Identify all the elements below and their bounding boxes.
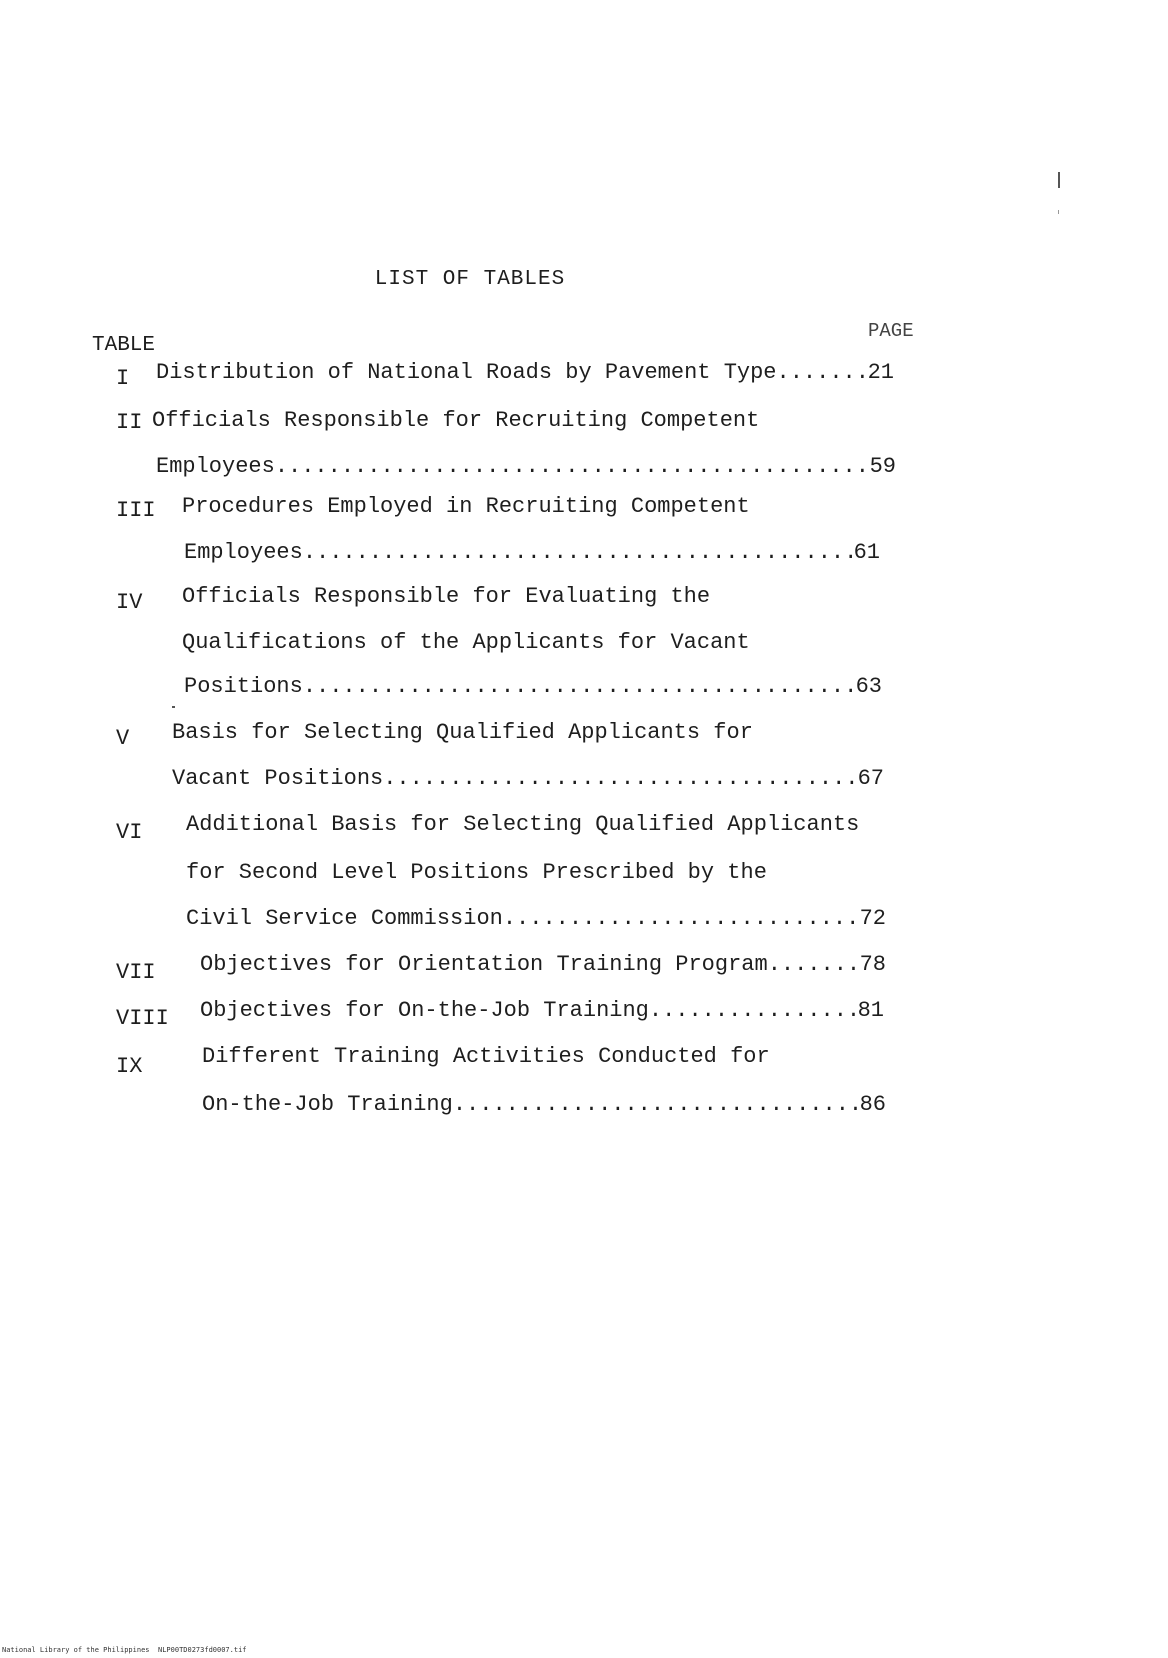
page-title: LIST OF TABLES xyxy=(374,268,566,291)
table-number: III xyxy=(116,498,156,523)
table-caption-line: for Second Level Positions Prescribed by the xyxy=(186,860,767,885)
column-header-page: PAGE xyxy=(868,320,914,342)
dot-leader xyxy=(503,908,860,930)
dot-leader xyxy=(275,456,870,478)
dot-leader xyxy=(453,1094,860,1116)
toc-line xyxy=(184,676,882,698)
toc-line xyxy=(184,542,880,564)
dot-leader xyxy=(777,362,868,384)
table-number: V xyxy=(116,726,130,751)
page-number: 81 xyxy=(857,998,884,1023)
table-number: VII xyxy=(116,960,156,985)
table-caption-line: Basis for Selecting Qualified Applicants for xyxy=(172,720,753,745)
page-number: 72 xyxy=(859,906,886,931)
table-number: VI xyxy=(116,820,143,845)
table-number: VIII xyxy=(116,1006,169,1031)
table-number: IX xyxy=(116,1054,143,1079)
toc-line xyxy=(200,954,886,976)
table-caption-line: Qualifications of the Applicants for Vacant xyxy=(182,630,750,655)
scan-mark xyxy=(172,706,175,708)
scan-mark xyxy=(1058,172,1060,188)
toc-line xyxy=(202,1094,886,1116)
table-caption: On-the-Job Training xyxy=(202,1092,453,1117)
table-caption-line: Officials Responsible for Evaluating the xyxy=(182,584,711,609)
page-number: 67 xyxy=(857,766,884,791)
table-caption: Objectives for On-the-Job Training xyxy=(200,998,649,1023)
toc-line xyxy=(172,768,884,790)
dot-leader xyxy=(303,676,856,698)
page-number: 63 xyxy=(855,674,882,699)
dot-leader xyxy=(383,768,857,790)
dot-leader xyxy=(649,1000,858,1022)
table-caption: Civil Service Commission xyxy=(186,906,503,931)
toc-line xyxy=(200,1000,884,1022)
scan-mark xyxy=(1058,210,1059,214)
column-header-table: TABLE xyxy=(92,334,156,357)
page-number: 61 xyxy=(853,540,880,565)
page-number: 78 xyxy=(859,952,886,977)
dot-leader xyxy=(768,954,860,976)
toc-line xyxy=(156,456,896,478)
table-caption: Employees xyxy=(156,454,275,479)
toc-line xyxy=(156,362,894,384)
table-caption-line: Officials Responsible for Recruiting Competent xyxy=(152,408,760,433)
page-number: 86 xyxy=(859,1092,886,1117)
table-caption: Distribution of National Roads by Pavement Type xyxy=(156,360,777,385)
page-number: 59 xyxy=(869,454,896,479)
table-caption-line: Different Training Activities Conducted for xyxy=(202,1044,770,1069)
table-caption: Positions xyxy=(184,674,303,699)
footer-file: NLP00TD0273fd0007.tif xyxy=(158,1646,247,1654)
table-number: IV xyxy=(116,590,143,615)
footer-library: National Library of the Philippines xyxy=(2,1646,150,1654)
table-caption: Objectives for Orientation Training Program xyxy=(200,952,768,977)
table-caption: Vacant Positions xyxy=(172,766,384,791)
toc-line xyxy=(186,908,886,930)
page-number: 21 xyxy=(867,360,894,385)
table-number: II xyxy=(116,410,143,435)
table-caption: Employees xyxy=(184,540,303,565)
table-number: I xyxy=(116,366,130,391)
dot-leader xyxy=(303,542,854,564)
table-caption-line: Additional Basis for Selecting Qualified Applicants xyxy=(186,812,860,837)
table-caption-line: Procedures Employed in Recruiting Competent xyxy=(182,494,750,519)
